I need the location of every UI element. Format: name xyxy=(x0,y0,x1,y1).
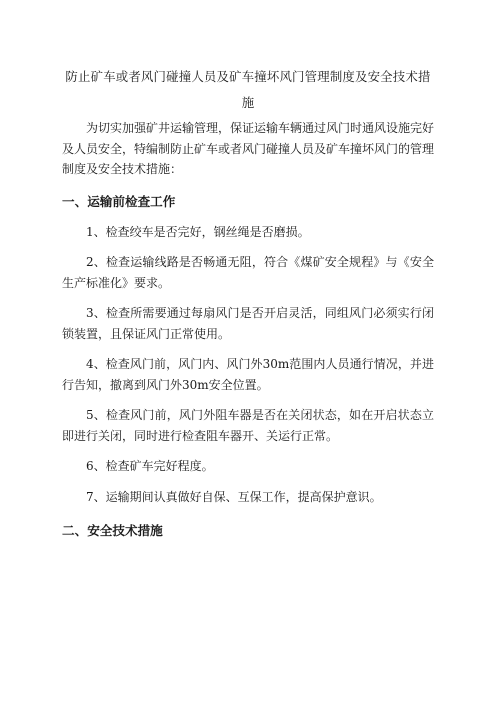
list-item: 6、检查矿车完好程度。 xyxy=(86,459,214,473)
section-heading-safety-measures: 二、安全技术措施 xyxy=(62,523,163,538)
list-item: 1、检查绞车是否完好，钢丝绳是否磨损。 xyxy=(86,224,310,239)
list-item: 2、检查运输线路是否畅通无阻，符合《煤矿安全规程》与《安全生产标准化》要求。 xyxy=(62,255,434,290)
list-item: 5、检查风门前，风门外阻车器是否在关闭状态，如在开启状态立即进行关闭，同时进行检查阻车器开、关运行正常。 xyxy=(62,408,434,443)
section-heading-inspection: 一、运输前检查工作 xyxy=(62,193,176,209)
list-item: 4、检查风门前，风门内、风门外30m范围内人员通行情况，并进行告知，撤离到风门外30m安全位置。 xyxy=(62,357,434,392)
intro-paragraph: 为切实加强矿井运输管理，保证运输车辆通过风门时通风设施完好及人员安全，特编制防止矿车或者风门碰撞人员及矿车撞坏风门的管理制度及安全技术措施： xyxy=(62,121,435,176)
list-item: 3、检查所需要通过每扇风门是否开启灵活，同组风门必须实行闭锁装置，且保证风门正常使用。 xyxy=(62,306,434,341)
document-body xyxy=(62,64,434,541)
document-title: 防止矿车或者风门碰撞人员及矿车撞坏风门管理制度及安全技术措施 xyxy=(65,69,431,110)
list-item: 7、运输期间认真做好自保、互保工作，提高保护意识。 xyxy=(86,489,382,504)
